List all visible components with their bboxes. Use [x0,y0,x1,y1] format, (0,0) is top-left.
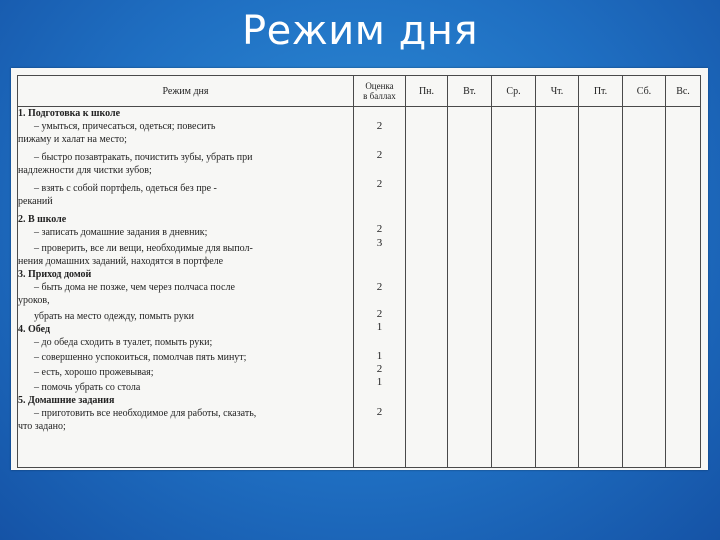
task-line: – до обеда сходить в туалет, помыть руки; [34,337,213,348]
task-line: – приготовить все необходимое для работы, сказать, [34,408,257,419]
day-column-thu[interactable] [536,107,579,468]
task-line: – совершенно успокоиться, помолчав пять минут; [34,352,247,363]
header-score [354,76,406,107]
task-line: – быстро позавтракать, почистить зубы, убрать при [34,152,253,163]
task-line: пижаму и халат на место; [18,134,127,145]
header-row [18,76,701,107]
score-value: 2 [376,281,383,293]
task-line: – быть дома не позже, чем через полчаса после [34,282,235,293]
score-value: 2 [376,308,383,320]
header-score-line2: в баллах [363,91,396,101]
score-value: 1 [376,350,383,362]
score-value: 2 [376,406,383,418]
score-value: 2 [376,178,383,190]
score-value: 3 [376,237,383,249]
document-sheet [11,68,708,470]
day-column-sun[interactable] [666,107,701,468]
task-line: что задано; [18,421,66,432]
score-value: 1 [376,321,383,333]
header-day-tue: Вт. [448,76,492,107]
section-title: 4. Обед [18,324,51,335]
section-title: 3. Приход домой [18,269,92,280]
header-day-wed: Ср. [492,76,536,107]
day-column-tue[interactable] [448,107,492,468]
task-line: нения домашних заданий, находятся в портфеле [18,256,224,267]
section-title: 1. Подготовка к школе [18,108,121,119]
day-column-sat[interactable] [623,107,666,468]
task-line: надлежности для чистки зубов; [18,165,152,176]
task-line: уроков, [18,295,50,306]
header-day-fri: Пт. [579,76,623,107]
header-day-mon: Пн. [406,76,448,107]
task-line: – проверить, все ли вещи, необходимые для выпол- [34,243,253,254]
day-column-fri[interactable] [579,107,623,468]
day-column-wed[interactable] [492,107,536,468]
score-value: 2 [376,149,383,161]
score-value: 2 [376,363,383,375]
task-line: убрать на место одежду, помыть руки [34,311,194,322]
header-task: Режим дня [18,76,354,107]
header-day-sun: Вс. [666,76,701,107]
score-column [354,107,406,468]
schedule-table [17,75,701,468]
header-day-thu: Чт. [536,76,579,107]
task-line: – помочь убрать со стола [34,382,141,393]
slide-title: Режим дня [241,8,479,54]
section-title: 5. Домашние задания [18,395,115,406]
section-title: 2. В школе [18,214,67,225]
score-value: 2 [376,223,383,235]
header-score-line1: Оценка [365,81,394,91]
task-line: реканий [18,196,53,207]
header-day-sat: Сб. [623,76,666,107]
task-line: – взять с собой портфель, одеться без пре - [34,183,217,194]
task-line: – умыться, причесаться, одеться; повесить [34,121,216,132]
day-column-mon[interactable] [406,107,448,468]
score-value: 1 [376,376,383,388]
table-row-body [18,107,701,468]
tasks-column [18,107,354,468]
task-line: – записать домашние задания в дневник; [34,227,208,238]
score-value: 2 [376,120,383,132]
task-line: – есть, хорошо прожевывая; [34,367,154,378]
